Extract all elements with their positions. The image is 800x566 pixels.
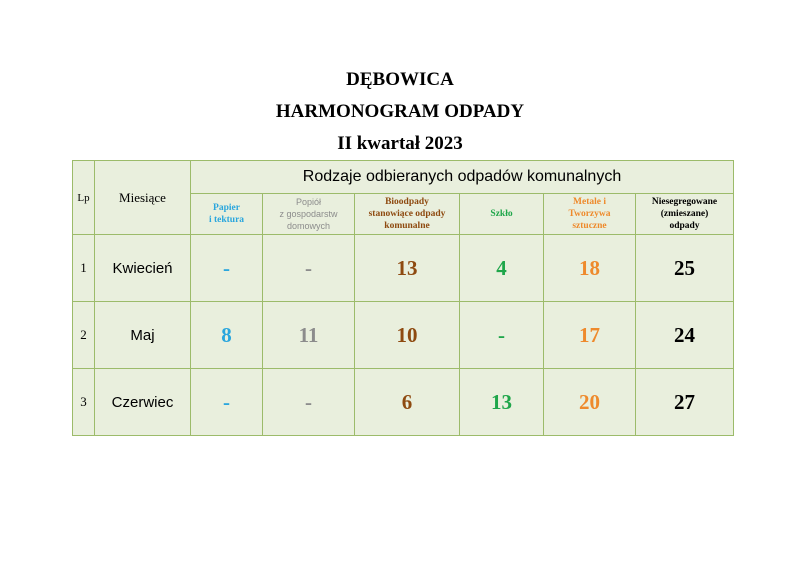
pickup-day-mixed: 25 (636, 235, 734, 302)
pickup-day-ash: 11 (263, 302, 355, 369)
pickup-day-glass: 4 (460, 235, 544, 302)
table-row (73, 369, 734, 436)
pickup-day-mixed: 24 (636, 302, 734, 369)
pickup-day-bio: 6 (355, 369, 460, 436)
pickup-day-mixed: 27 (636, 369, 734, 436)
pickup-day-paper: - (191, 235, 263, 302)
category-header-paper: Papier i tektura (191, 194, 263, 235)
category-header-bio: Bioodpady stanowiące odpady komunalne (355, 194, 460, 235)
category-header-ash: Popiół z gospodarstw domowych (263, 194, 355, 235)
title-quarter: II kwartał 2023 (337, 133, 463, 154)
row-number: 3 (73, 369, 95, 436)
pickup-day-ash: - (263, 235, 355, 302)
pickup-day-paper: 8 (191, 302, 263, 369)
pickup-day-glass: 13 (460, 369, 544, 436)
header-row-1 (73, 161, 734, 194)
table-row (73, 302, 734, 369)
pickup-day-bio: 10 (355, 302, 460, 369)
pickup-day-metal: 20 (544, 369, 636, 436)
title-municipality: DĘBOWICA (346, 69, 454, 90)
waste-types-header: Rodzaje odbieranych odpadów komunalnych (191, 161, 734, 194)
schedule-table (72, 160, 734, 436)
row-number: 2 (73, 302, 95, 369)
category-header-mixed: Niesegregowane (zmieszane) odpady (636, 194, 734, 235)
document-title-block (0, 64, 800, 160)
pickup-day-metal: 17 (544, 302, 636, 369)
month-header: Miesiące (95, 161, 191, 235)
lp-header: Lp (73, 161, 95, 235)
month-name: Maj (95, 302, 191, 369)
row-number: 1 (73, 235, 95, 302)
month-name: Kwiecień (95, 235, 191, 302)
pickup-day-ash: - (263, 369, 355, 436)
pickup-day-bio: 13 (355, 235, 460, 302)
month-name: Czerwiec (95, 369, 191, 436)
pickup-day-paper: - (191, 369, 263, 436)
category-header-metal: Metale i Tworzywa sztuczne (544, 194, 636, 235)
category-header-glass: Szkło (460, 194, 544, 235)
pickup-day-metal: 18 (544, 235, 636, 302)
title-schedule: HARMONOGRAM ODPADY (275, 101, 525, 122)
table-row (73, 235, 734, 302)
pickup-day-glass: - (460, 302, 544, 369)
